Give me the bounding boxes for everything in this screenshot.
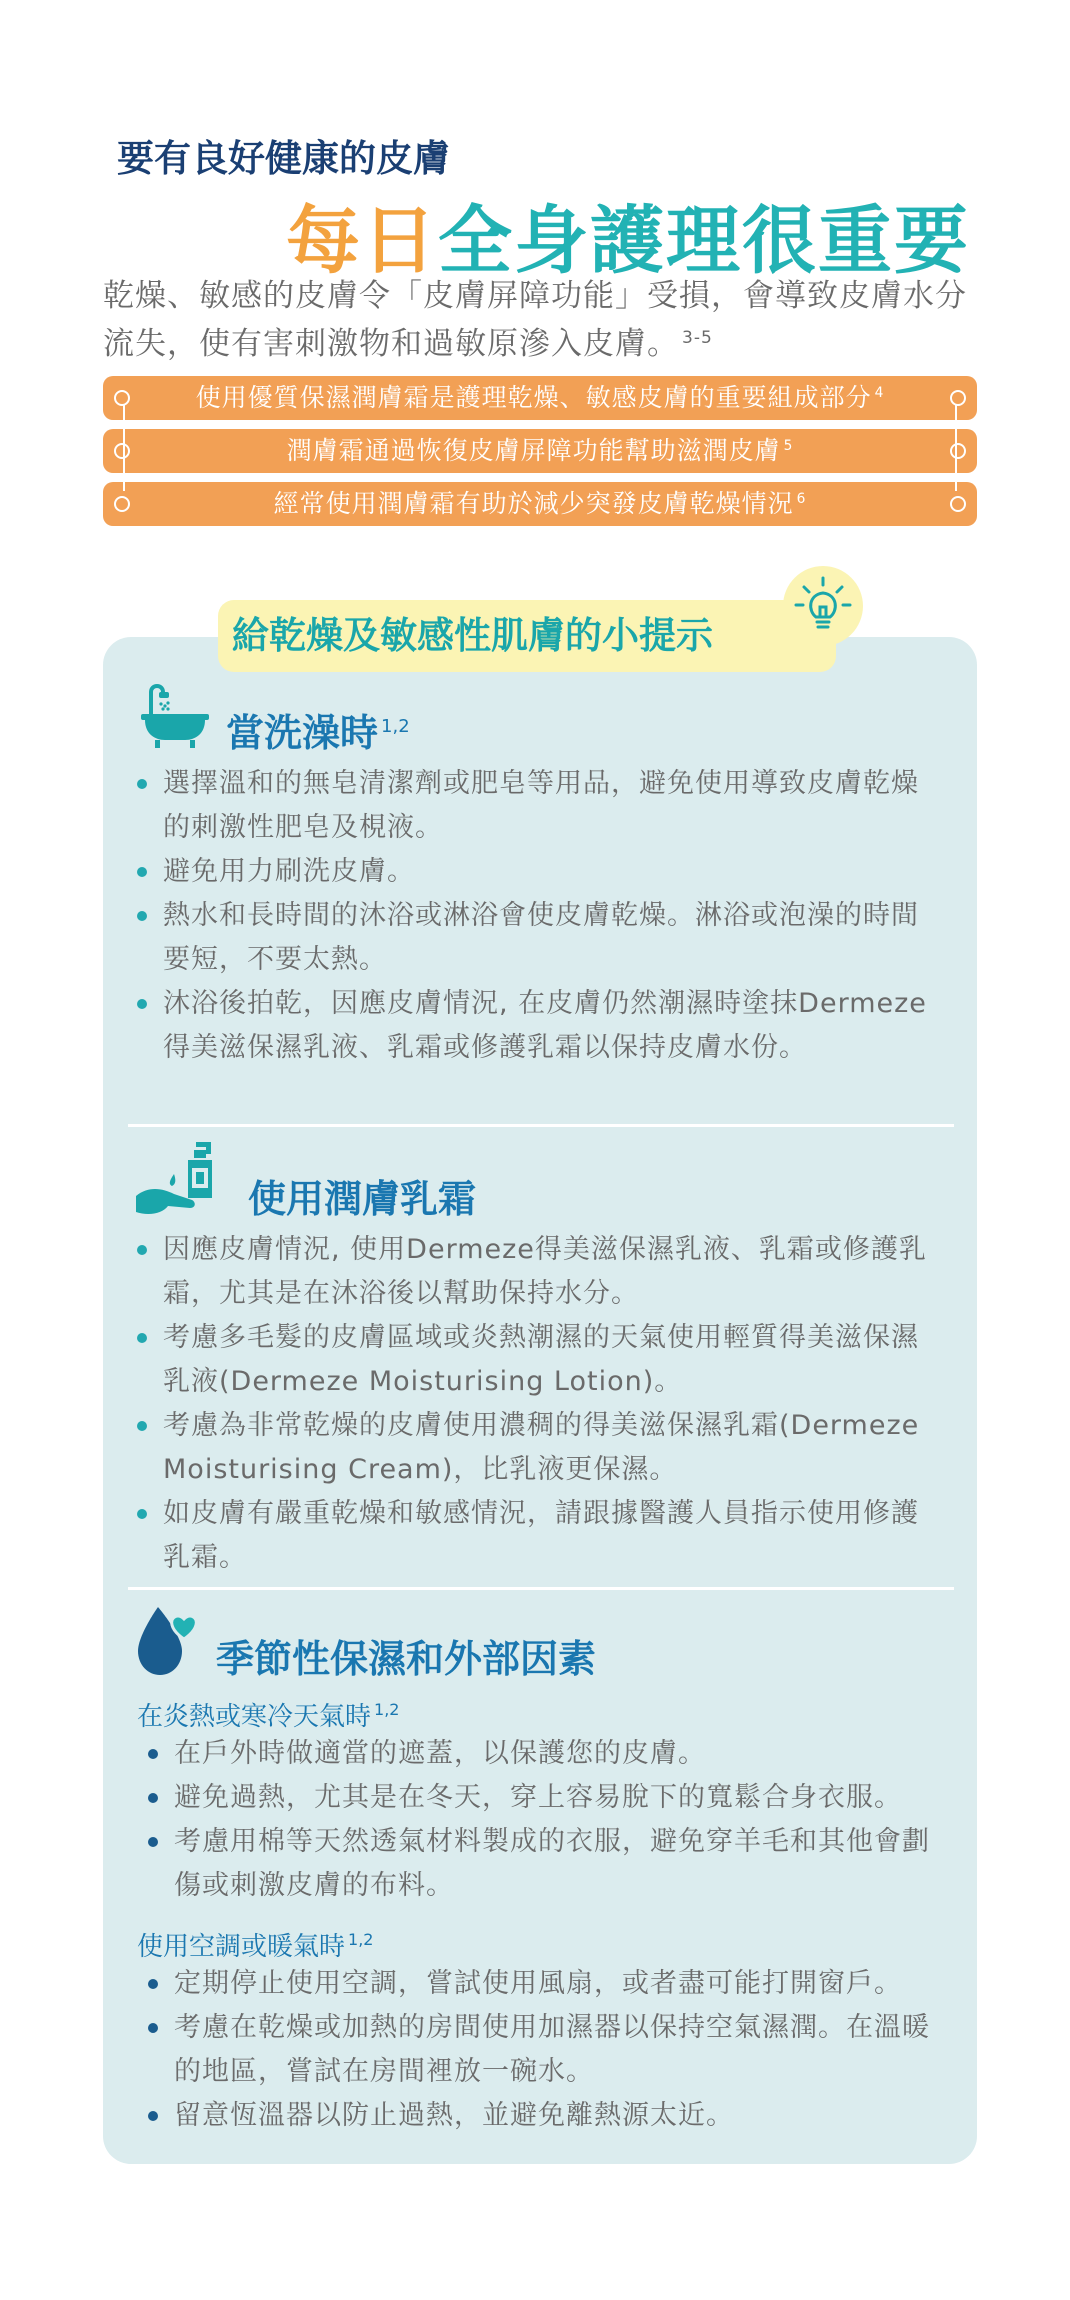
bathing-list <box>137 762 927 1070</box>
bullet-dot-icon <box>114 443 130 459</box>
bullet-icon <box>137 867 147 877</box>
key-point-bar <box>103 429 977 473</box>
section-title-seasonal: 季節性保濕和外部因素 <box>216 1637 597 1681</box>
list-item: 考慮為非常乾燥的皮膚使用濃稠的得美滋保濕乳霜(Dermeze Moisturising Cream)，比乳液更保濕。 <box>137 1404 927 1492</box>
list-item: 考慮在乾燥或加熱的房間使用加濕器以保持空氣濕潤。在溫暖的地區，嘗試在房間裡放一碗水。 <box>148 2006 948 2094</box>
key-point-ref: 4 <box>874 384 885 401</box>
bullet-icon <box>148 1979 158 1989</box>
pump-bottle-hand-icon <box>134 1140 230 1220</box>
section-divider <box>128 1587 954 1590</box>
title-orange: 每日 <box>286 198 438 284</box>
bullet-dot-icon <box>950 496 966 512</box>
bathtub-icon <box>137 680 213 750</box>
list-item: 熱水和長時間的沐浴或淋浴會使皮膚乾燥。淋浴或泡澡的時間要短，不要太熱。 <box>137 894 927 982</box>
water-drop-heart-icon <box>134 1605 204 1677</box>
key-point-bar <box>103 482 977 526</box>
bullet-icon <box>137 779 147 789</box>
bullet-dot-icon <box>114 390 130 406</box>
bullet-icon <box>137 1245 147 1255</box>
subheading-weather: 在炎熱或寒冷天氣時 $^{1,2}$ <box>137 1700 400 1732</box>
connector-line <box>123 404 125 491</box>
bullet-dot-icon <box>950 443 966 459</box>
key-point-ref: 5 <box>783 437 794 454</box>
intro-text <box>103 272 983 368</box>
bullet-dot-icon <box>950 390 966 406</box>
bullet-icon <box>137 1333 147 1343</box>
key-point-bar <box>103 376 977 420</box>
list-item: 定期停止使用空調，嘗試使用風扇，或者盡可能打開窗戶。 <box>148 1962 948 2006</box>
bullet-dot-icon <box>114 496 130 512</box>
title-teal: 全身護理很重要 <box>438 198 970 284</box>
bullet-icon <box>148 1749 158 1759</box>
bullet-icon <box>137 1509 147 1519</box>
section-title-bathing <box>226 702 410 757</box>
list-item: 考慮用棉等天然透氣材料製成的衣服，避免穿羊毛和其他會劃傷或刺激皮膚的布料。 <box>148 1820 948 1908</box>
tips-label: 給乾燥及敏感性肌膚的小提示 <box>218 600 836 672</box>
bullet-icon <box>148 1837 158 1847</box>
list-item: 如皮膚有嚴重乾燥和敏感情況，請跟據醫護人員指示使用修護乳霜。 <box>137 1492 927 1580</box>
moisturiser-list <box>137 1228 927 1580</box>
intro-ref: 3-5 <box>682 327 713 348</box>
bathing-ref: 1,2 <box>381 716 410 738</box>
list-item: 選擇溫和的無皂清潔劑或肥皂等用品，避免使用導致皮膚乾燥的刺激性肥皂及梘液。 <box>137 762 927 850</box>
bullet-icon <box>137 999 147 1009</box>
bullet-icon <box>148 1793 158 1803</box>
key-point-text: 經常使用潤膚霜有助於減少突發皮膚乾燥情況 <box>273 489 794 518</box>
list-item: 避免用力刷洗皮膚。 <box>137 850 927 894</box>
list-item: 避免過熱，尤其是在冬天，穿上容易脫下的寬鬆合身衣服。 <box>148 1776 948 1820</box>
list-item: 在戶外時做適當的遮蓋，以保護您的皮膚。 <box>148 1732 948 1776</box>
intro-body: 乾燥、敏感的皮膚令「皮膚屏障功能」受損，會導致皮膚水分流失，使有害刺激物和過敏原滲入皮膚。 <box>103 278 967 362</box>
aircon-list <box>148 1962 948 2138</box>
bullet-icon <box>137 1421 147 1431</box>
bullet-icon <box>148 2023 158 2033</box>
key-point-ref: 6 <box>796 490 807 507</box>
connector-line <box>955 404 957 491</box>
list-item: 沐浴後拍乾，因應皮膚情況, 在皮膚仍然潮濕時塗抹Dermeze得美滋保濕乳液、乳霜或修護乳霜以保持皮膚水份。 <box>137 982 927 1070</box>
header-subtitle: 要有良好健康的皮膚 <box>117 137 450 180</box>
key-point-text: 使用優質保濕潤膚霜是護理乾燥、敏感皮膚的重要組成部分 <box>195 383 872 412</box>
bathing-title: 當洗澡時 <box>226 711 379 755</box>
bullet-icon <box>137 911 147 921</box>
subheading-aircon: 使用空調或暖氣時 $^{1,2}$ <box>137 1930 374 1962</box>
section-divider <box>128 1124 954 1127</box>
list-item: 留意恆溫器以防止過熱，並避免離熱源太近。 <box>148 2094 948 2138</box>
bullet-icon <box>148 2111 158 2121</box>
section-title-moisturiser: 使用潤膚乳霜 <box>248 1177 477 1221</box>
list-item: 因應皮膚情況, 使用Dermeze得美滋保濕乳液、乳霜或修護乳霜，尤其是在沐浴後以幫助保持水分。 <box>137 1228 927 1316</box>
key-point-text: 潤膚霜通過恢復皮膚屏障功能幫助滋潤皮膚 <box>286 436 781 465</box>
list-item: 考慮多毛髮的皮膚區域或炎熱潮濕的天氣使用輕質得美滋保濕乳液(Dermeze Moisturising Lotion)。 <box>137 1316 927 1404</box>
lightbulb-icon <box>782 565 864 647</box>
weather-list <box>148 1732 948 1908</box>
